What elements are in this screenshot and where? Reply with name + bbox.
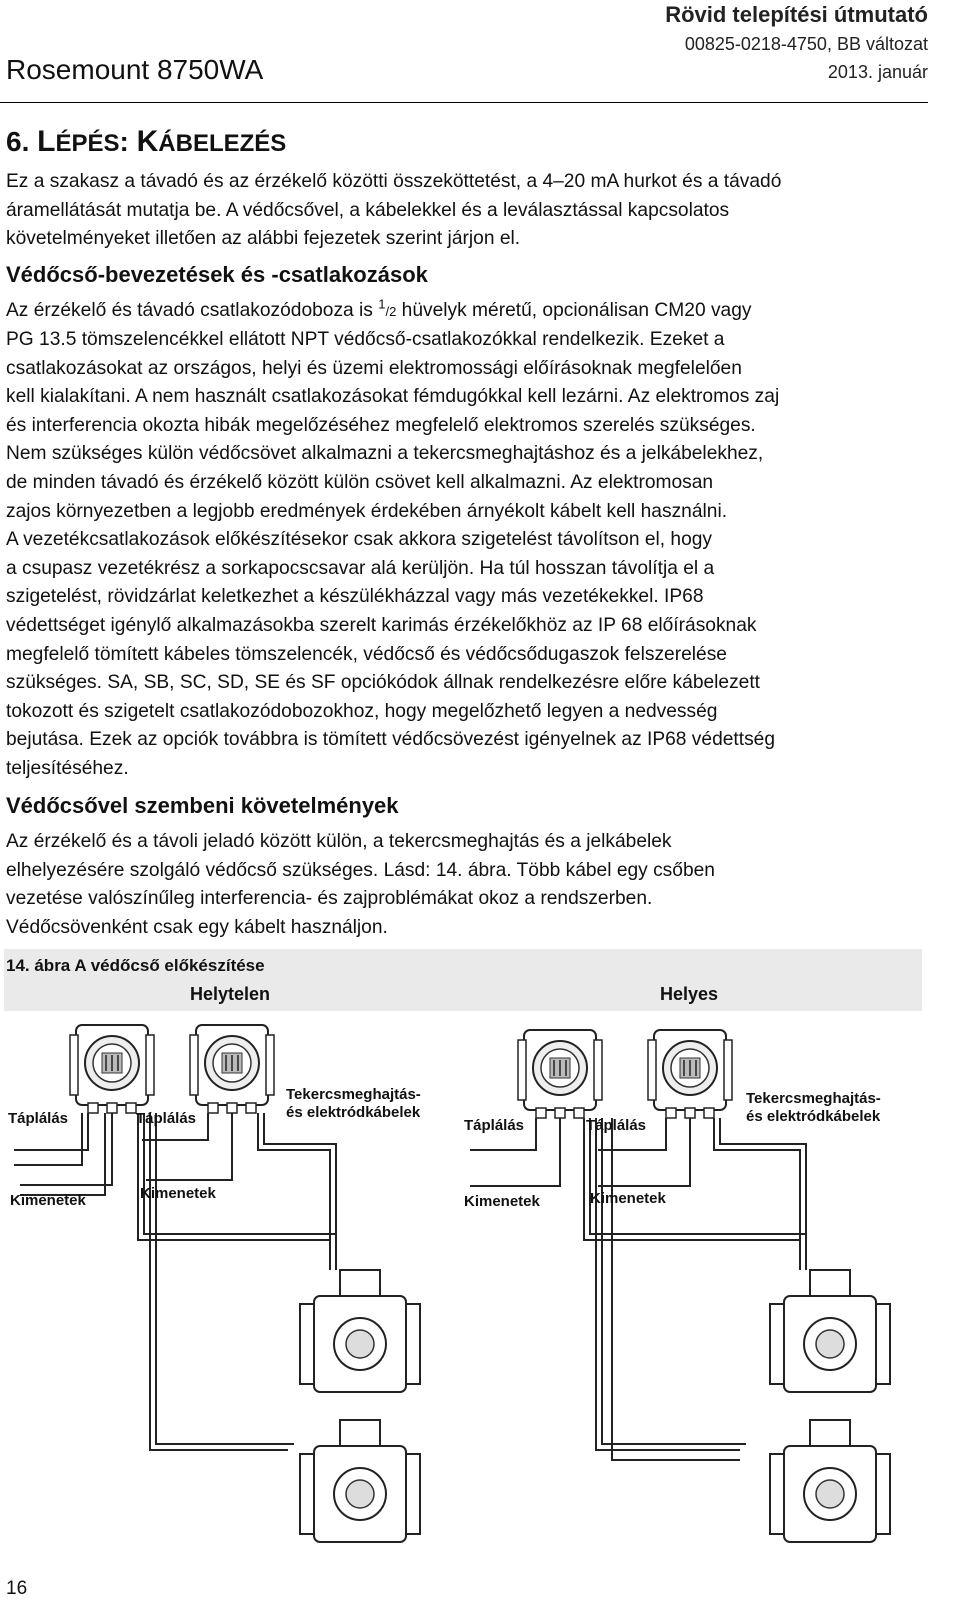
fraction-denominator: /2 — [385, 304, 397, 319]
document-number: 00825-0218-4750, BB változat — [684, 34, 928, 54]
step-title-rest-2: ÁBELEZÉS — [158, 130, 287, 157]
correct-sensor-2 — [770, 1420, 890, 1542]
intro-paragraph: Ez a szakasz a távadó és az érzékelő közötti összeköttetést, a 4–20 mA hurkot és a távadó áramellátását mutatja be. A védőcsővel, a kábelekkel és a leválasztással kapcsolatos követelményeket illetően az alábbi fejezetek szerint járjon el. — [6, 171, 782, 250]
section1-text-before: Az érzékelő és távadó csatlakozódoboza is — [6, 300, 379, 321]
label-outputs-incorrect-2: Kimenetek — [140, 1185, 216, 1202]
step-title-cap-2: K — [136, 125, 159, 158]
incorrect-transmitter-1 — [70, 1025, 154, 1113]
step-title-cap-1: L — [37, 125, 56, 158]
label-outputs-correct-2: Kimenetek — [590, 1190, 666, 1207]
label-outputs-correct-1: Kimenetek — [464, 1193, 540, 1210]
document-date: 2013. január — [827, 62, 928, 82]
figure-incorrect-title: Helytelen — [190, 984, 271, 1004]
step-title-colon: : — [119, 126, 129, 157]
label-power-correct-1: Táplálás — [464, 1117, 525, 1134]
document-title: Rövid telepítési útmutató — [665, 2, 928, 27]
product-name: Rosemount 8750WA — [6, 54, 264, 85]
fraction-numerator: 1 — [378, 296, 386, 312]
incorrect-sensor-1 — [300, 1270, 420, 1392]
label-power-correct-2: Táplálás — [586, 1117, 647, 1134]
label-power-incorrect-1: Táplálás — [8, 1110, 69, 1127]
label-power-incorrect-2: Táplálás — [136, 1110, 197, 1127]
page-number: 16 — [6, 1578, 28, 1599]
correct-transmitter-1 — [518, 1030, 602, 1118]
step-number: 6. — [6, 126, 30, 157]
incorrect-sensor-2 — [300, 1420, 420, 1542]
section2-body: Az érzékelő és a távoli jeladó között külön, a tekercsmeghajtás és a jelkábelek elhelyezésére szolgáló védőcső szükséges. Lásd: 14. ábra. Több kábel egy csőben vezetése valószínűleg interferencia- és zajproblémákat okoz a rendszerben. Védőcsövenként csak egy kábelt használjon. — [6, 831, 715, 938]
step-title-rest-1: ÉPÉS — [55, 130, 120, 157]
section-heading-conduit-entries: Védőcső-bevezetések és -csatlakozások — [6, 262, 428, 287]
figure-caption: 14. ábra A védőcső előkészítése — [6, 956, 265, 975]
incorrect-wiring — [14, 1113, 336, 1450]
figure-correct-title: Helyes — [660, 984, 719, 1004]
label-coil-correct: Tekercsmeghajtás- és elektródkábelek — [746, 1090, 881, 1125]
correct-sensor-1 — [770, 1270, 890, 1392]
section-heading-conduit-requirements: Védőcsővel szembeni követelmények — [6, 793, 399, 818]
correct-transmitter-2 — [648, 1030, 732, 1118]
label-coil-incorrect: Tekercsmeghajtás- és elektródkábelek — [286, 1086, 421, 1121]
section1-body: PG 13.5 tömszelencékkel ellátott NPT védőcső-csatlakozókkal rendelkezik. Ezeket a csatlakozásokat az országos, helyi és üzemi elektromossági előírásoknak megfelelően kell kialakítani. A nem használt csatlakozásokat fémdugókkal kell lezárni. Az elektromos zaj és interferencia okozta hibák megelőzéséhez megfelelő elektromos szerelés szükséges. Nem szükséges külön védőcsövet alkalmazni a tekercsmeghajtáshoz és a jelkábelekhez, de minden távadó és érzékelő között külön csövet kell alkalmazni. Az elektromosan zajos környezetben a legjobb eredmények érdekében árnyékolt kábelt kell használni. A vezetékcsatlakozások előkészítésekor csak akkora szigetelést távolítson el, hogy a csupasz vezetékrész a sorkapocscsavar alá kerüljön. Ha túl hosszan távolítja el a szigetelést, rövidzárlat keletkezhet a készülékházzal vagy más vezetékekkel. IP68 védettséget igénylő alkalmazásokba szerelt karimás érzékelőkhöz az IP 68 előírásoknak megfelelő tömített kábeles tömszelencék, védőcső és védőcsődugaszok felszerelése szükséges. SA, SB, SC, SD, SE és SF opciókódok állnak rendelkezésre előre kábelezett tokozott és szigetelt csatlakozódobozokhoz, hogy megelőzhető legyen a nedvesség bejutása. Ezek az opciók továbbra is tömített védőcsövezést igényelnek az IP68 védettség teljesítéséhez. — [6, 329, 780, 779]
section1-text-after: hüvelyk méretű, opcionálisan CM20 vagy — [396, 300, 752, 321]
incorrect-transmitter-2 — [190, 1025, 274, 1113]
correct-wiring — [470, 1118, 806, 1460]
label-outputs-incorrect-1: Kimenetek — [10, 1192, 86, 1209]
